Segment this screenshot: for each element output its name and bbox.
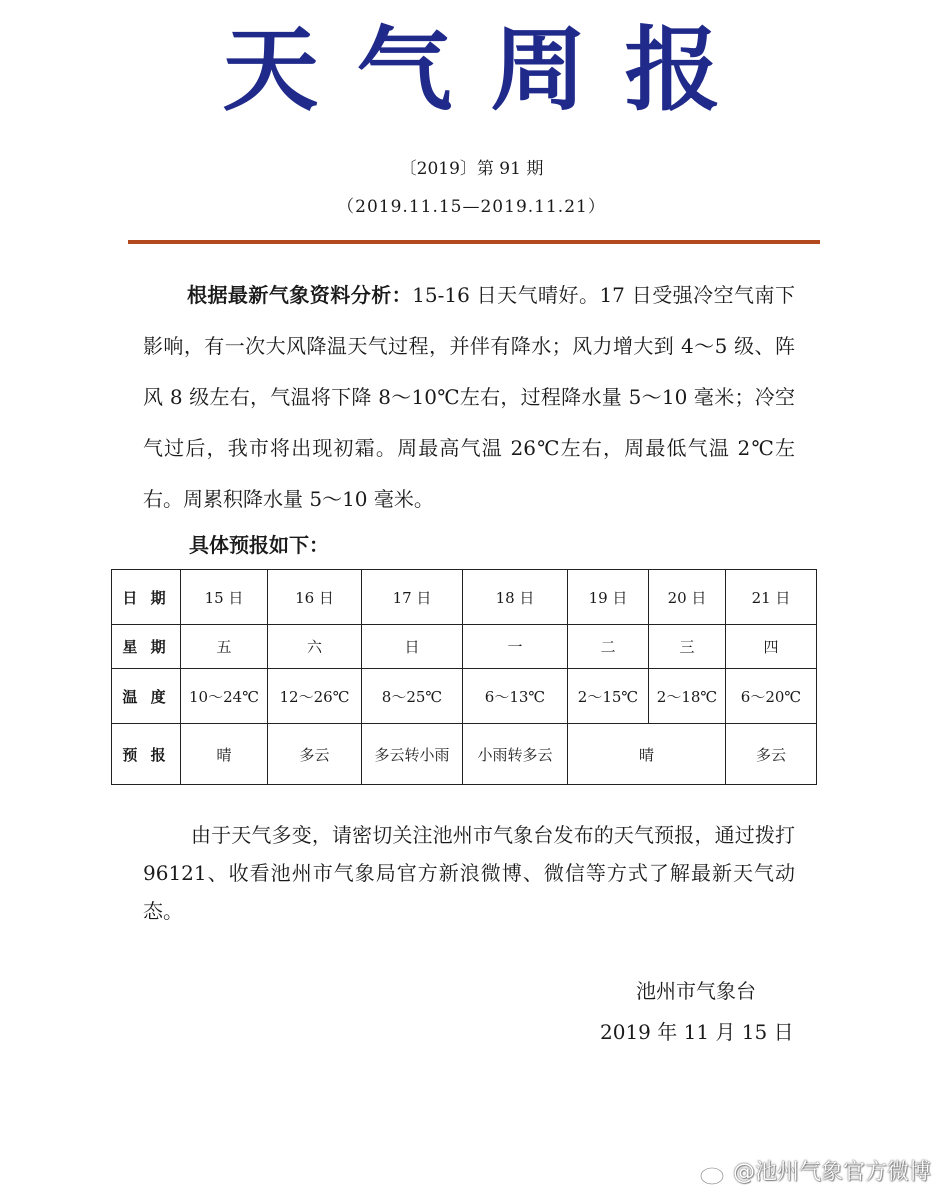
table-row-date [112,570,817,625]
temperature-cell: 6～13℃ [463,669,568,724]
temperature-cell: 10～24℃ [181,669,268,724]
forecast-cell: 多云 [268,724,362,785]
date-cell: 19 日 [568,570,649,625]
forecast-table [111,569,817,785]
weekday-cell: 二 [568,625,649,669]
temperature-cell: 2～18℃ [649,669,726,724]
date-cell: 17 日 [362,570,463,625]
weekday-cell: 一 [463,625,568,669]
weibo-watermark [699,1158,931,1188]
forecast-cell-merged: 晴 [568,724,726,785]
header-divider [128,240,820,244]
forecast-cell: 晴 [181,724,268,785]
masthead-title: 天气周报 [222,15,759,124]
weekday-cell: 五 [181,625,268,669]
signature-org: 池州市气象台 [636,979,756,1003]
temperature-cell: 8～25℃ [362,669,463,724]
table-row-weekday [112,625,817,669]
date-cell: 21 日 [726,570,817,625]
watermark-text: @池州气象官方微博 [732,1160,931,1185]
temperature-cell: 6～20℃ [726,669,817,724]
weekday-cell: 四 [726,625,817,669]
row-label-forecast: 预 报 [112,724,181,785]
notice-paragraph: 由于天气多变，请密切关注池州市气象台发布的天气预报，通过拨打96121、收看池州市气象局官方新浪微博、微信等方式了解最新天气动态。 [143,823,795,923]
row-label-weekday: 星 期 [112,625,181,669]
row-label-date: 日 期 [112,570,181,625]
issue-number: 〔2019〕第 91 期 [399,159,544,179]
issue-date-range: （2019.11.15—2019.11.21） [337,197,606,217]
table-row-temperature [112,669,817,724]
row-label-temperature: 温 度 [112,669,181,724]
signature-date: 2019 年 11 月 15 日 [600,1020,794,1044]
weekday-cell: 日 [362,625,463,669]
date-cell: 15 日 [181,570,268,625]
analysis-paragraph [143,270,795,525]
detail-heading: 具体预报如下： [189,533,329,557]
date-cell: 18 日 [463,570,568,625]
table-row-forecast [112,724,817,785]
temperature-cell: 12～26℃ [268,669,362,724]
analysis-lead: 根据最新气象资料分析： [187,283,413,307]
forecast-cell: 多云 [726,724,817,785]
analysis-body: 15-16 日天气晴好。17 日受强冷空气南下影响，有一次大风降温天气过程，并伴有降水；风力增大到 4～5 级、阵风 8 级左右，气温将下降 8～10℃左右，过程降水量 5～10 毫米；冷空气过后，我市将出现初霜。周最高气温 26℃左右，周最低气温 2℃左右。周累积降水量 5～10 毫米。 [143,283,795,511]
date-cell: 20 日 [649,570,726,625]
temperature-cell: 2～15℃ [568,669,649,724]
forecast-cell: 多云转小雨 [362,724,463,785]
forecast-cell: 小雨转多云 [463,724,568,785]
date-cell: 16 日 [268,570,362,625]
weekday-cell: 六 [268,625,362,669]
weibo-icon [699,1160,729,1186]
weekday-cell: 三 [649,625,726,669]
